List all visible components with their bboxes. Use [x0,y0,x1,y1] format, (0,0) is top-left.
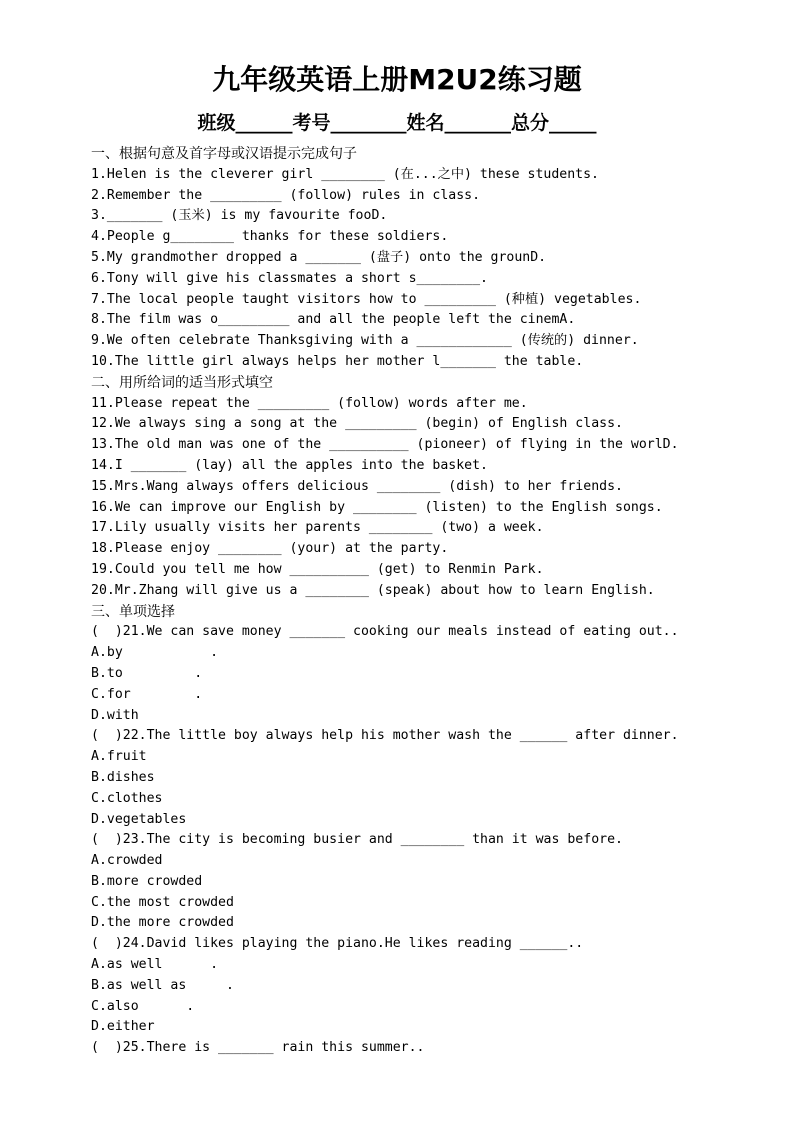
option-line: A.by . [91,645,219,661]
option-line: B.more crowded [91,873,203,889]
option-line: A.crowded [91,853,163,869]
question-line: 2.Remember the _________ (follow) rules in class. [91,187,481,203]
question-line: 18.Please enjoy ________ (your) at the party. [91,541,449,557]
question-line: ( )22.The little boy always help his mother wash the ______ after dinner. [91,728,679,744]
question-line: 15.Mrs.Wang always offers delicious ________ (dish) to her friends. [91,478,623,494]
question-line: 11.Please repeat the _________ (follow) words after me. [91,395,528,411]
question-line: 19.Could you tell me how __________ (get) to Renmin Park. [91,561,544,577]
option-line: B.as well as . [91,977,234,993]
question-line: 17.Lily usually visits her parents ________ (two) a week. [91,520,544,536]
option-line: C.clothes [91,790,163,806]
question-line: 13.The old man was one of the __________ (pioneer) of flying in the worlD. [91,437,679,453]
question-line: ( )21.We can save money _______ cooking our meals instead of eating out.. [91,624,679,640]
option-line: C.for . [91,686,203,702]
option-line: D.with [91,707,139,723]
question-line: 12.We always sing a song at the _________ (begin) of English class. [91,416,623,432]
worksheet-body [91,144,781,1059]
question-line: 6.Tony will give his classmates a short s________. [91,270,488,286]
section-heading: 二、用所给词的适当形式填空 [91,374,273,391]
question-line: 20.Mr.Zhang will give us a ________ (speak) about how to learn English. [91,582,655,598]
question-line: ( )25.There is _______ rain this summer.. [91,1040,425,1056]
question-line: 16.We can improve our English by ________ (listen) to the English songs. [91,499,663,515]
option-line: A.fruit [91,749,147,765]
option-line: D.the more crowded [91,915,234,931]
question-line: 5.My grandmother dropped a _______ (盘子) onto the grounD. [91,249,547,265]
question-line: 8.The film was o_________ and all the people left the cinemA. [91,312,576,328]
question-line: 14.I _______ (lay) all the apples into the basket. [91,457,488,473]
question-line: 9.We often celebrate Thanksgiving with a ____________ (传统的) dinner. [91,333,639,349]
question-line: 10.The little girl always helps her mother l_______ the table. [91,353,584,369]
option-line: A.as well . [91,957,219,973]
question-line: 1.Helen is the cleverer girl ________ (在...之中) these students. [91,166,599,182]
question-line: ( )24.David likes playing the piano.He likes reading ______.. [91,936,584,952]
page-title: 九年级英语上册M2U2练习题 [212,63,582,96]
question-line: 4.People g________ thanks for these soldiers. [91,229,449,245]
option-line: C.also . [91,998,195,1014]
option-line: B.to . [91,665,203,681]
section-heading: 一、根据句意及首字母或汉语提示完成句子 [91,146,357,162]
option-line: D.either [91,1019,155,1035]
question-line: 7.The local people taught visitors how to _________ (种植) vegetables. [91,291,642,307]
option-line: B.dishes [91,769,155,785]
section-heading: 三、单项选择 [91,603,175,620]
question-line: ( )23.The city is becoming busier and ________ than it was before. [91,832,623,848]
question-line: 3._______ (玉米) is my favourite fooD. [91,208,388,224]
option-line: D.vegetables [91,811,187,827]
option-line: C.the most crowded [91,894,234,910]
student-info-line: 班级______考号________姓名_______总分_____ [197,112,597,134]
